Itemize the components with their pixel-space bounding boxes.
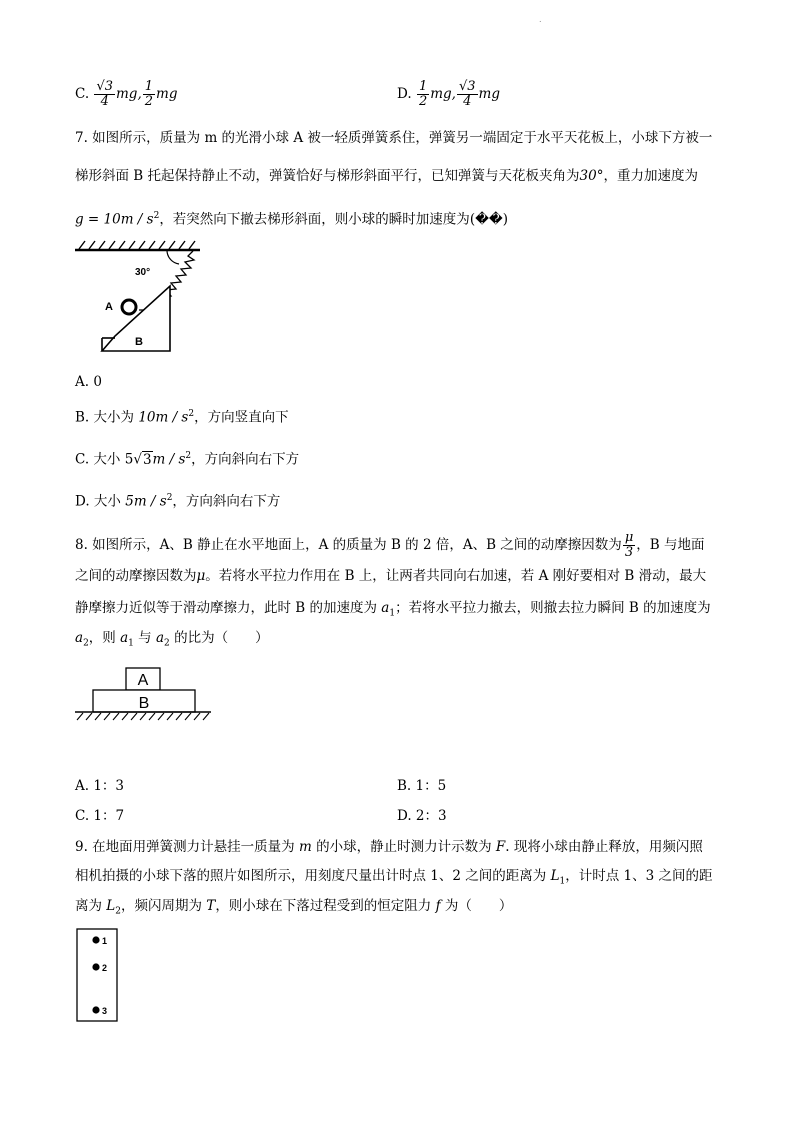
label-point-3: 3 bbox=[102, 1006, 108, 1016]
label-point-1: 1 bbox=[102, 936, 108, 946]
q6-option-d[interactable]: D. $\frac{1}{2}$ mg, $\frac{√3}{4}$ mg bbox=[397, 79, 500, 109]
q7-stem-line2: 梯形斜面 B 托起保持静止不动，弹簧恰好与梯形斜面平行，已知弹簧与天花板夹角为30°，重力加速度为 bbox=[75, 168, 698, 184]
ball-point-2 bbox=[92, 963, 99, 970]
q9-stem-line1: 9. 在地面用弹簧测力计悬挂一质量为 m 的小球，静止时测力计示数为 F. 现将小球由静止释放，用频闪照 bbox=[75, 839, 703, 855]
q8-option-c[interactable]: C. 1：7 bbox=[75, 808, 125, 824]
angle-arc bbox=[167, 251, 179, 264]
q8-option-d[interactable]: D. 2：3 bbox=[397, 808, 447, 824]
q8-option-b[interactable]: B. 1：5 bbox=[397, 778, 447, 794]
angle-label: 30° bbox=[135, 267, 151, 278]
q7-option-a[interactable]: A. 0 bbox=[75, 374, 102, 390]
label-point-2: 2 bbox=[102, 963, 108, 973]
ground-hatch bbox=[77, 713, 209, 720]
q6-option-c[interactable]: C. $\frac{√3}{4}$ mg, $\frac{1}{2}$ mg bbox=[75, 79, 178, 109]
label-b: B bbox=[135, 336, 143, 348]
q9-stem-line3: 离为 $L_2$，频闪周期为 T，则小球在下落过程受到的恒定阻力 f 为（ ） bbox=[75, 898, 513, 917]
q9-stem-line2: 相机拍摄的小球下落的照片如图所示，用刻度尺量出计时点 1、2 之间的距离为 $L_1$，计时点 1、3 之间的距 bbox=[75, 868, 713, 887]
label-a: A bbox=[105, 301, 113, 313]
header-mark: . bbox=[539, 15, 542, 24]
q7-option-d[interactable]: D. 大小 $5m / s^2$，方向斜向右下方 bbox=[75, 493, 281, 510]
ceiling-hatch bbox=[79, 241, 195, 249]
q7-option-c[interactable]: C. 大小 $5√3m / s^2$，方向斜向右下方 bbox=[75, 451, 300, 468]
q8-stem-line2: 之间的动摩擦因数为μ。若将水平拉力作用在 B 上，让两者共同向右加速，若 A 刚好要相对 B 滑动，最大 bbox=[75, 568, 707, 584]
q8-option-a[interactable]: A. 1：3 bbox=[75, 778, 125, 794]
q8-stem-line3: 静摩擦力近似等于滑动摩擦力，此时 B 的加速度为 $a_1$；若将水平拉力撤去，则撤去拉力瞬间 B 的加速度为 bbox=[75, 600, 711, 619]
q9-strobe-photo-figure bbox=[76, 928, 120, 1024]
q8-stem-line4: $a_2$，则 $a_1$ 与 $a_2$ 的比为（ ） bbox=[75, 630, 269, 649]
q7-stem-line3: $g = 10m / s^2$，若突然向下撤去梯形斜面，则小球的瞬时加速度为(��) bbox=[75, 211, 509, 228]
label-a: A bbox=[137, 672, 149, 689]
q7-stem-line1: 7. 如图所示，质量为 m 的光滑小球 A 被一轻质弹簧系住，弹簧另一端固定于水平天花板上，小球下方被一 bbox=[75, 130, 713, 146]
label-b: B bbox=[138, 695, 150, 712]
q8-stem-line1: 8. 如图所示，A、B 静止在水平地面上，A 的质量为 B 的 2 倍，A、B 之间的动摩擦因数为 $\frac{\mu}{3}$ ，B 与地面 bbox=[75, 530, 705, 560]
ball-a bbox=[122, 300, 136, 314]
q8-blocks-figure bbox=[75, 666, 215, 726]
q7-option-b[interactable]: B. 大小为 $10m / s^2$，方向竖直向下 bbox=[75, 409, 289, 426]
ball-point-3 bbox=[92, 1006, 99, 1013]
ball-point-1 bbox=[92, 936, 99, 943]
q7-spring-incline-figure bbox=[75, 238, 205, 358]
